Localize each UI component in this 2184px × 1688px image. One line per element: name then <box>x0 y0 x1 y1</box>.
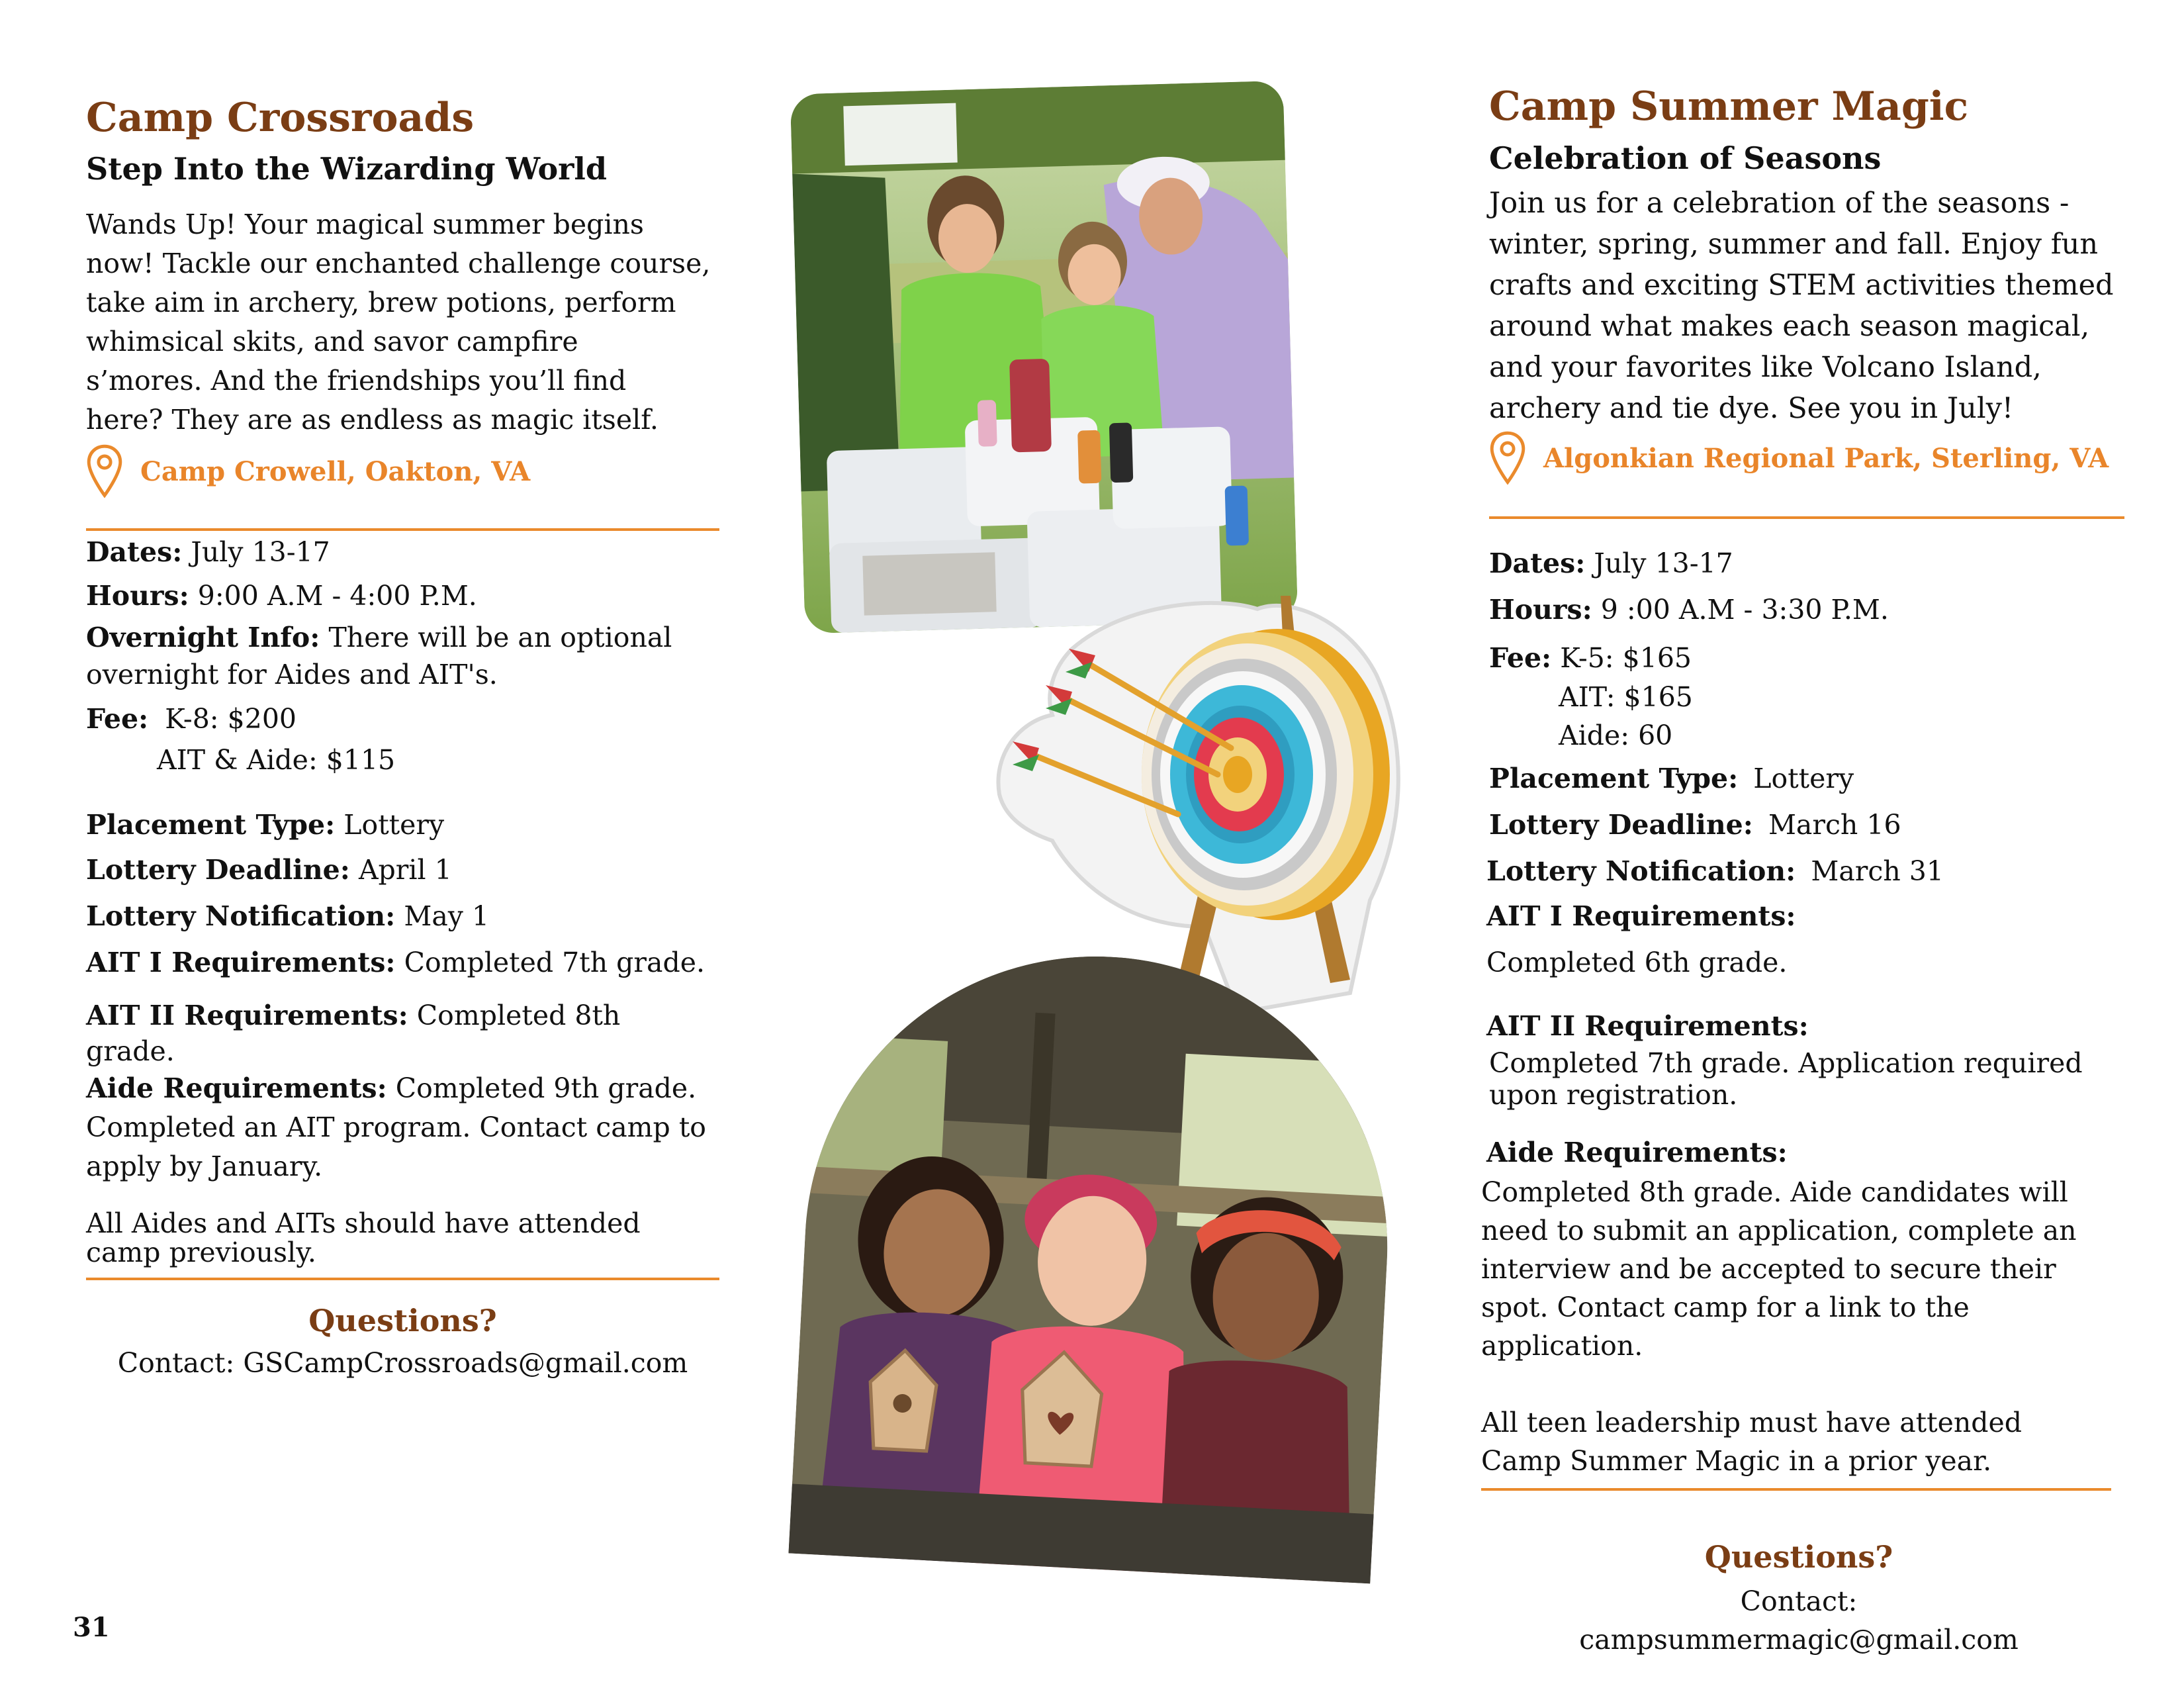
left-lottery-notification: Lottery Notification: May 1 <box>86 900 490 932</box>
right-camp-subtitle: Celebration of Seasons <box>1489 140 1882 176</box>
page-number: 31 <box>73 1612 110 1643</box>
left-questions-heading: Questions? <box>308 1303 497 1338</box>
left-divider-top <box>86 528 719 531</box>
left-overnight-line2: overnight for Aides and AIT's. <box>86 659 498 690</box>
left-aide-requirements: Aide Requirements: Completed 9th grade. <box>86 1072 697 1104</box>
left-aide-line2: Completed an AIT program. Contact camp to <box>86 1111 706 1143</box>
left-contact: Contact: GSCampCrossroads@gmail.com <box>117 1347 688 1379</box>
right-camp-title: Camp Summer Magic <box>1489 83 1969 130</box>
right-divider-top <box>1489 516 2124 519</box>
right-hours: Hours: 9 :00 A.M - 3:30 P.M. <box>1489 594 1889 626</box>
left-dates: Dates: July 13-17 <box>86 536 330 568</box>
left-location: Camp Crowell, Oakton, VA <box>86 444 530 499</box>
left-lottery-deadline: Lottery Deadline: April 1 <box>86 854 452 886</box>
right-fee-line2: AIT: $165 <box>1559 681 1693 713</box>
right-contact: Contact: campsummermagic@gmail.com <box>1579 1585 2019 1656</box>
right-aide-value: Completed 8th grade. Aide candidates will need to submit an application, complete an interview and be accepted to secure their spot. Contact camp for a link to the application. <box>1481 1176 2077 1362</box>
left-divider-bottom <box>86 1278 719 1280</box>
map-pin-icon <box>86 444 123 499</box>
right-divider-bottom <box>1481 1488 2111 1491</box>
photo-birdhouses <box>788 942 1402 1584</box>
left-aide-line3: apply by January. <box>86 1150 323 1182</box>
right-ait1-label: AIT I Requirements: <box>1486 900 1796 932</box>
right-ait2-value: Completed 7th grade. Application required upon registration. <box>1489 1047 2083 1111</box>
right-location: Algonkian Regional Park, Sterling, VA <box>1489 430 2109 486</box>
right-questions-heading: Questions? <box>1704 1539 1893 1575</box>
left-hours: Hours: 9:00 A.M - 4:00 P.M. <box>86 580 477 612</box>
archery-target-sticker <box>979 556 1443 1019</box>
left-fee: Fee: K-8: $200 <box>86 703 296 735</box>
right-description: Join us for a celebration of the seasons - winter, spring, summer and fall. Enjoy fun crafts and exciting STEM activities themed around what makes each season magical, and your favorites like Volcano Island, archery and tie dye. See you in July! <box>1489 187 2114 425</box>
left-camp-subtitle: Step Into the Wizarding World <box>86 151 608 187</box>
left-camp-title: Camp Crossroads <box>86 95 475 141</box>
left-description: Wands Up! Your magical summer begins now! Tackle our enchanted challenge course, take aim in archery, brew potions, perform whimsical skits, and savor campfire s’mores. And the friendships you’ll find here? They are as endless as magic itself. <box>86 209 711 436</box>
left-fee-line2: AIT & Aide: $115 <box>157 744 396 776</box>
left-ait2-line2: grade. <box>86 1035 175 1067</box>
left-ait1-requirements: AIT I Requirements: Completed 7th grade. <box>86 947 705 978</box>
photo-tie-dye <box>790 81 1298 633</box>
map-pin-icon <box>1489 430 1526 486</box>
left-overnight: Overnight Info: There will be an optional <box>86 622 672 653</box>
right-dates: Dates: July 13-17 <box>1489 547 1733 579</box>
left-note: All Aides and AITs should have attended camp previously. <box>86 1207 641 1268</box>
right-aide-label: Aide Requirements: <box>1486 1137 1788 1168</box>
left-ait2-requirements: AIT II Requirements: Completed 8th <box>86 1000 621 1031</box>
right-lottery-deadline: Lottery Deadline: March 16 <box>1489 809 1901 841</box>
right-lottery-notification: Lottery Notification: March 31 <box>1486 855 1944 887</box>
right-fee: Fee: K-5: $165 <box>1489 642 1692 674</box>
right-fee-line3: Aide: 60 <box>1559 720 1673 751</box>
right-note: All teen leadership must have attended Camp Summer Magic in a prior year. <box>1481 1407 2023 1477</box>
right-ait1-value: Completed 6th grade. <box>1486 947 1788 978</box>
right-placement: Placement Type: Lottery <box>1489 763 1854 794</box>
right-ait2-label: AIT II Requirements: <box>1486 1010 1809 1042</box>
left-placement: Placement Type: Lottery <box>86 809 445 841</box>
